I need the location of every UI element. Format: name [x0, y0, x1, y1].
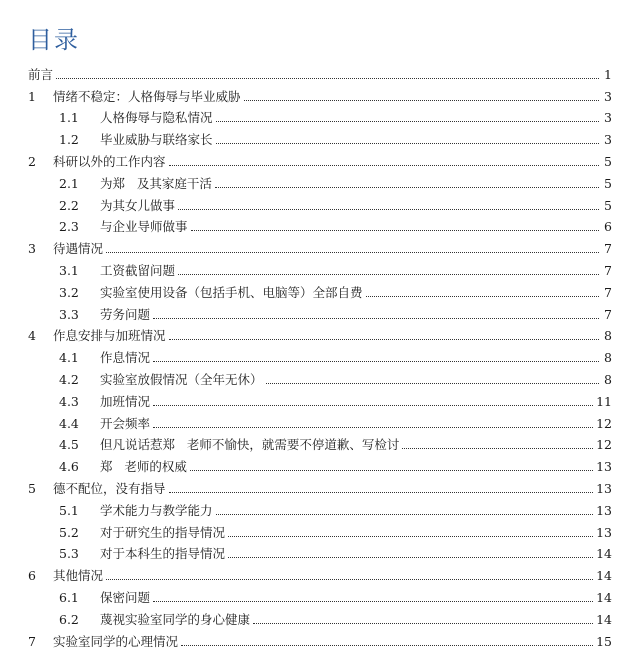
toc-entry[interactable] [28, 169, 612, 191]
toc-entry-number: 2.3 [59, 219, 79, 235]
dot-leader [169, 338, 599, 340]
toc-entry-page: 14 [596, 611, 612, 627]
toc-entry-title: 工资截留问题 [100, 262, 176, 278]
toc-entry-page: 8 [604, 371, 612, 387]
dot-leader [190, 469, 593, 471]
toc-entry-page: 13 [596, 480, 612, 496]
toc-entry-page: 5 [604, 197, 612, 213]
toc-entry[interactable] [28, 365, 612, 387]
toc-entry[interactable] [28, 474, 612, 496]
toc-entry[interactable] [28, 60, 612, 82]
toc-entry-title: 劳务问题 [100, 306, 151, 322]
toc-entry-number: 4.5 [59, 437, 79, 453]
toc-entry-title: 待遇情况 [53, 241, 104, 257]
toc-entry[interactable] [28, 104, 612, 126]
toc-entry-number: 2.2 [59, 197, 79, 213]
toc-entry-page: 14 [596, 589, 612, 605]
toc-entry[interactable] [28, 300, 612, 322]
toc-entry[interactable] [28, 82, 612, 104]
toc-entry-page: 13 [596, 524, 612, 540]
toc-title: 目录 [28, 26, 80, 54]
toc-entry-number: 3.1 [59, 262, 79, 278]
toc-entry-page: 3 [604, 132, 612, 148]
dot-leader [215, 186, 599, 188]
toc-entry[interactable] [28, 125, 612, 147]
toc-entry-title: 郑 老师的权威 [100, 459, 187, 475]
toc-entry-number: 5.1 [59, 502, 79, 518]
toc-entry-title: 开会频率 [100, 415, 151, 431]
toc-entry[interactable] [28, 627, 612, 649]
dot-leader [153, 360, 599, 362]
toc-entry[interactable] [28, 256, 612, 278]
toc-entry-title: 前言 [28, 66, 54, 82]
toc-entry[interactable] [28, 409, 612, 431]
toc-entry-number: 1.1 [59, 110, 79, 126]
toc-entry-page: 7 [604, 241, 612, 257]
toc-entry[interactable] [28, 496, 612, 518]
toc-entry-title: 科研以外的工作内容 [53, 153, 166, 169]
toc-entry-page: 3 [604, 88, 612, 104]
toc-entry-number: 4.3 [59, 393, 79, 409]
dot-leader [56, 77, 599, 79]
toc-entry-number: 4.6 [59, 459, 79, 475]
dot-leader [106, 578, 593, 580]
toc-entry-page: 6 [604, 219, 612, 235]
dot-leader [178, 208, 599, 210]
toc-entry-page: 13 [596, 459, 612, 475]
dot-leader [216, 513, 594, 515]
toc-entry[interactable] [28, 431, 612, 453]
toc-entry-page: 7 [604, 306, 612, 322]
toc-entry[interactable] [28, 561, 612, 583]
toc-entry-number: 3.3 [59, 306, 79, 322]
toc-entry[interactable] [28, 452, 612, 474]
toc-entry[interactable] [28, 387, 612, 409]
dot-leader [366, 295, 599, 297]
toc-entry-title: 实验室同学的心理情况 [53, 633, 179, 649]
toc-entry[interactable] [28, 343, 612, 365]
dot-leader [153, 317, 599, 319]
toc-entry-page: 8 [604, 328, 612, 344]
toc-entry-title: 毕业威胁与联络家长 [100, 132, 213, 148]
toc-entry-number: 4.1 [59, 350, 79, 366]
toc-entry-title: 实验室放假情况（全年无休） [100, 371, 263, 387]
toc-entry-title: 学术能力与教学能力 [100, 502, 213, 518]
toc-entry-number: 3 [28, 241, 36, 257]
toc-entry[interactable] [28, 234, 612, 256]
dot-leader [153, 404, 593, 406]
toc-entry-number: 2.1 [59, 175, 79, 191]
toc-entry-title: 情绪不稳定：人格侮辱与毕业威胁 [53, 88, 241, 104]
dot-leader [244, 99, 599, 101]
toc-entry-number: 4.4 [59, 415, 79, 431]
dot-leader [402, 447, 593, 449]
toc-entry-page: 15 [596, 633, 612, 649]
toc-entry-page: 5 [604, 175, 612, 191]
toc-entry[interactable] [28, 540, 612, 562]
toc-entry[interactable] [28, 278, 612, 300]
toc-entry-number: 5.3 [59, 546, 79, 562]
toc-entry-number: 6 [28, 568, 36, 584]
toc-entry[interactable] [28, 605, 612, 627]
toc-entry-title: 实验室使用设备（包括手机、电脑等）全部自费 [100, 284, 363, 300]
toc-entry-title: 加班情况 [100, 393, 151, 409]
toc-entry[interactable] [28, 213, 612, 235]
table-of-contents [28, 60, 612, 649]
dot-leader [228, 556, 593, 558]
toc-entry-title: 为其女儿做事 [100, 197, 176, 213]
toc-entry-number: 2 [28, 153, 36, 169]
toc-entry-page: 11 [596, 393, 612, 409]
dot-leader [169, 491, 594, 493]
toc-entry-page: 5 [604, 153, 612, 169]
dot-leader [266, 382, 599, 384]
toc-entry-title: 与企业导师做事 [100, 219, 188, 235]
toc-entry-number: 3.2 [59, 284, 79, 300]
toc-entry-title: 作息情况 [100, 350, 151, 366]
toc-entry-title: 蔑视实验室同学的身心健康 [100, 611, 251, 627]
toc-entry-page: 8 [604, 350, 612, 366]
toc-entry-number: 6.2 [59, 611, 79, 627]
toc-entry-number: 4 [28, 328, 36, 344]
toc-entry-page: 12 [596, 415, 612, 431]
toc-entry-title: 作息安排与加班情况 [53, 328, 166, 344]
toc-entry-title: 其他情况 [53, 568, 104, 584]
toc-entry[interactable] [28, 583, 612, 605]
dot-leader [181, 644, 593, 646]
toc-entry-page: 14 [596, 568, 612, 584]
toc-entry-title: 对于研究生的指导情况 [100, 524, 226, 540]
dot-leader [153, 426, 593, 428]
dot-leader [153, 600, 593, 602]
dot-leader [191, 229, 599, 231]
dot-leader [216, 120, 599, 122]
toc-entry-number: 5 [28, 480, 36, 496]
dot-leader [178, 273, 599, 275]
toc-entry-number: 6.1 [59, 589, 79, 605]
toc-entry-title: 德不配位，没有指导 [53, 480, 166, 496]
toc-entry-title: 为郑 及其家庭干活 [100, 175, 212, 191]
toc-entry-page: 14 [596, 546, 612, 562]
dot-leader [169, 164, 599, 166]
toc-entry-number: 5.2 [59, 524, 79, 540]
toc-entry[interactable] [28, 147, 612, 169]
toc-entry[interactable] [28, 191, 612, 213]
toc-entry-page: 1 [604, 66, 612, 82]
toc-entry-number: 7 [28, 633, 36, 649]
toc-entry-title: 但凡说话惹郑 老师不愉快，就需要不停道歉、写检讨 [100, 437, 400, 453]
toc-entry[interactable] [28, 518, 612, 540]
toc-entry[interactable] [28, 322, 612, 344]
dot-leader [228, 535, 593, 537]
toc-entry-number: 4.2 [59, 371, 79, 387]
dot-leader [253, 622, 593, 624]
toc-entry-page: 13 [596, 502, 612, 518]
dot-leader [106, 251, 599, 253]
toc-entry-page: 12 [596, 437, 612, 453]
toc-entry-title: 保密问题 [100, 589, 151, 605]
toc-entry-title: 人格侮辱与隐私情况 [100, 110, 213, 126]
dot-leader [216, 142, 599, 144]
toc-entry-page: 7 [604, 262, 612, 278]
toc-entry-number: 1 [28, 88, 36, 104]
toc-entry-number: 1.2 [59, 132, 79, 148]
toc-entry-page: 7 [604, 284, 612, 300]
toc-entry-page: 3 [604, 110, 612, 126]
toc-entry-title: 对于本科生的指导情况 [100, 546, 226, 562]
